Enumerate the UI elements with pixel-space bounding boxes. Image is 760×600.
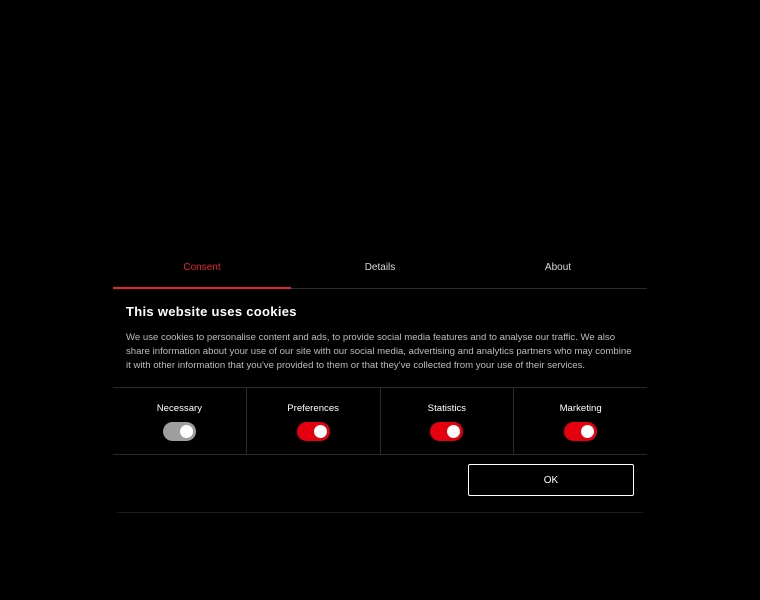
toggle-cell-preferences [247, 388, 381, 454]
dialog-title: This website uses cookies [126, 304, 297, 319]
necessary-toggle [163, 422, 196, 441]
tab-about[interactable]: About [544, 262, 572, 273]
toggle-knob [581, 425, 594, 438]
consent-body [113, 289, 647, 373]
marketing-toggle[interactable] [564, 422, 597, 441]
toggle-cell-statistics [381, 388, 515, 454]
toggle-cell-marketing [514, 388, 647, 454]
cookie-consent-dialog [113, 252, 647, 513]
toggle-label-statistics: Statistics [427, 403, 467, 414]
toggle-knob [180, 425, 193, 438]
ok-button[interactable]: OK [468, 464, 634, 496]
statistics-toggle[interactable] [430, 422, 463, 441]
toggle-label-marketing: Marketing [559, 403, 602, 414]
toggle-knob [314, 425, 327, 438]
preferences-toggle[interactable] [297, 422, 330, 441]
dialog-actions [117, 455, 643, 513]
toggle-knob [447, 425, 460, 438]
tab-details[interactable]: Details [364, 262, 396, 273]
consent-toggles [113, 387, 647, 455]
dialog-description: We use cookies to personalise content and ads, to provide social media features and to analyse our traffic. We also share information about your use of our site with our social media, advertising and analytics partners who may combine it with other information that you've provided to them or that they've collected from your use of their services. [126, 332, 632, 371]
toggle-label-preferences: Preferences [287, 403, 339, 414]
toggle-label-necessary: Necessary [156, 403, 203, 414]
dialog-tabs [113, 252, 647, 289]
toggle-cell-necessary [113, 388, 247, 454]
tab-consent[interactable]: Consent [113, 252, 291, 288]
